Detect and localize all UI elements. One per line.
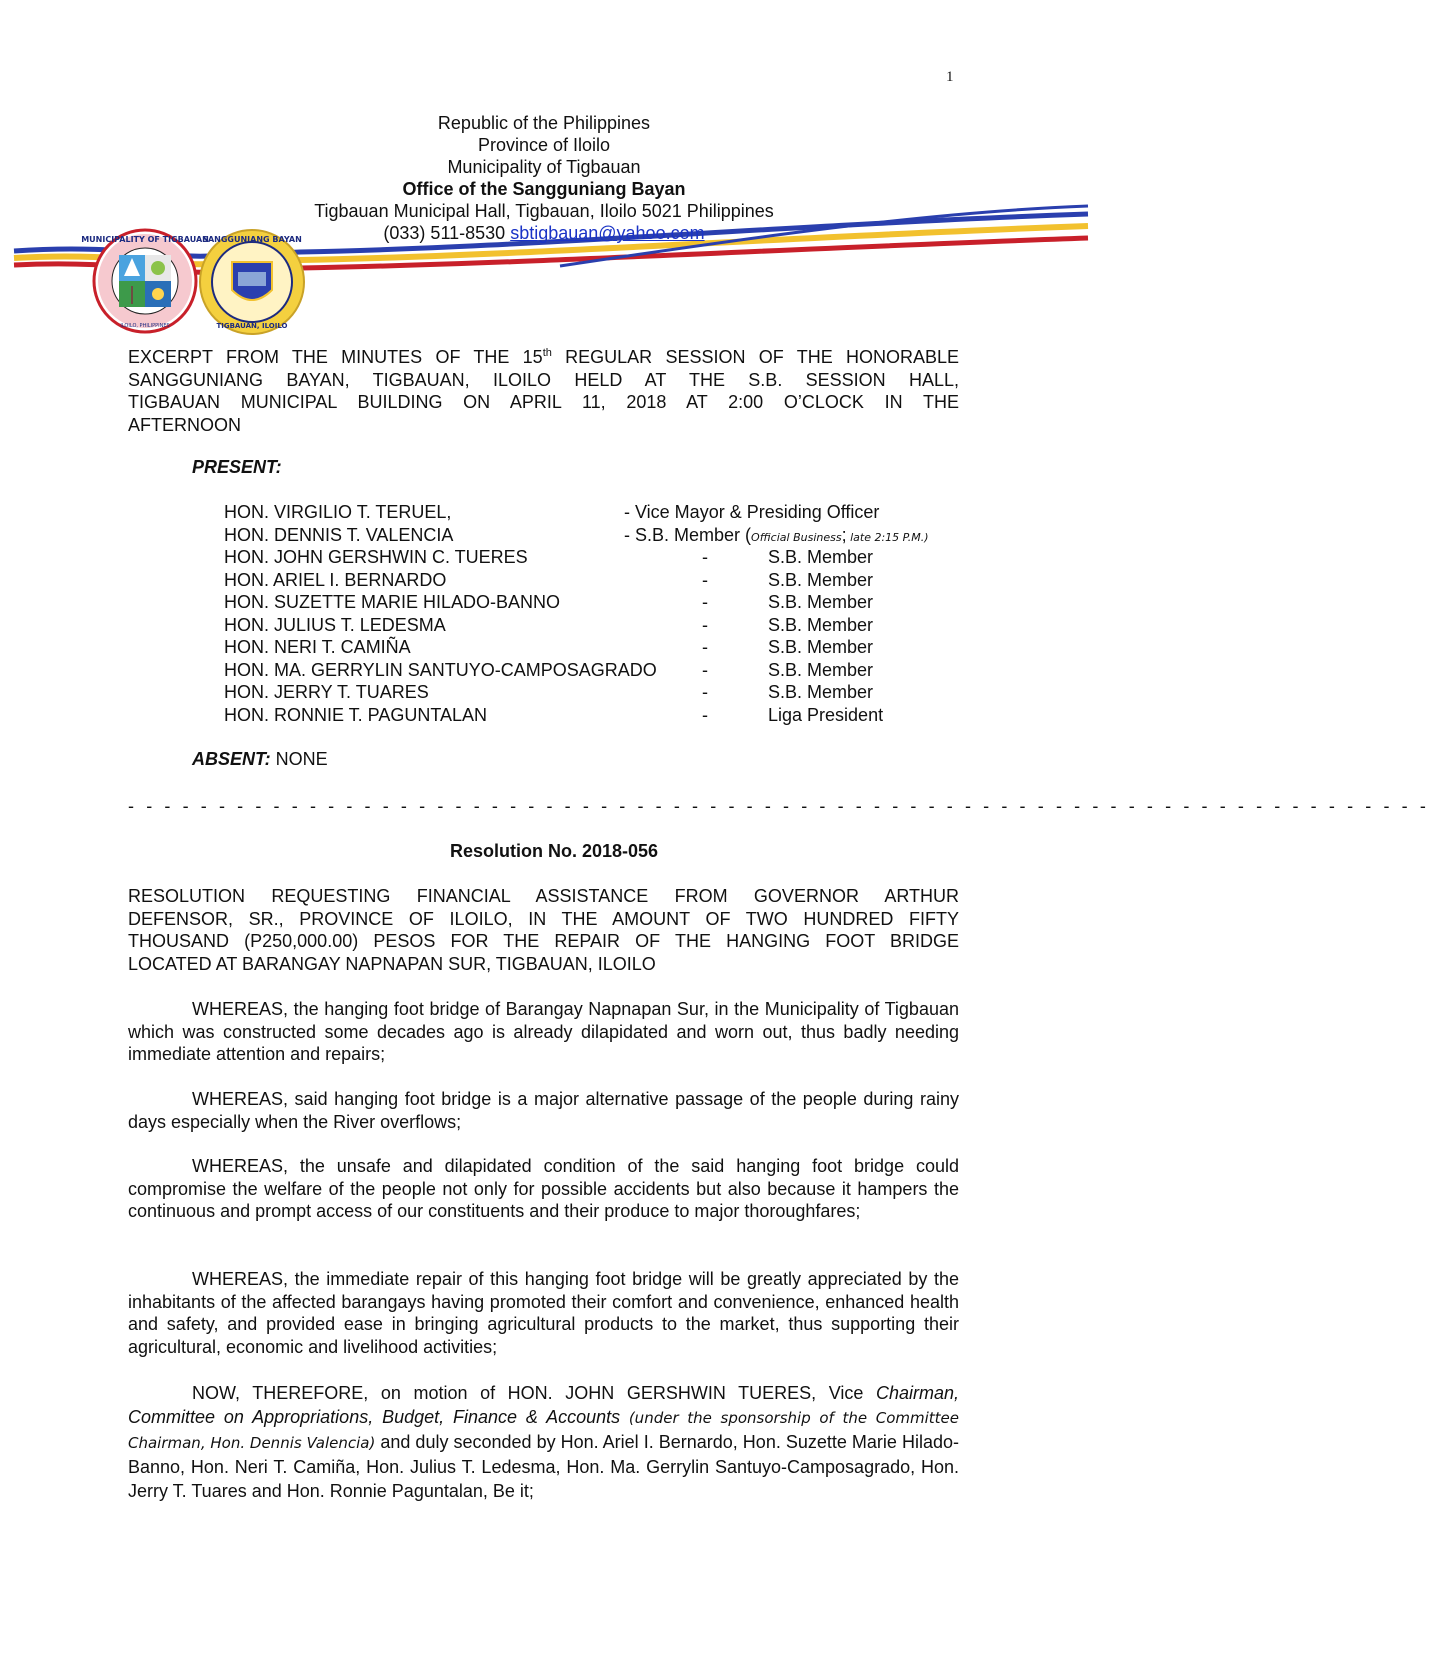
attendee-dash: -	[702, 614, 708, 635]
letterhead-phone: (033) 511-8530	[383, 223, 506, 243]
separator-line: - - - - - - - - - - - - - - - - - - - - - - - - - - - - - - - - - - - - - - - - - - - - - - - - - - - - - - - - - - - - - - - - - - - - - - - -	[128, 796, 1429, 816]
attendee-row	[224, 591, 984, 614]
attendee-row	[224, 614, 984, 637]
attendee-dash: -	[702, 569, 708, 590]
attendee-note-late: late 2:15 P.M.)	[846, 530, 929, 544]
attendee-row	[224, 704, 984, 727]
present-label: PRESENT:	[192, 457, 282, 477]
attendee-name: HON. VIRGILIO T. TERUEL,	[224, 502, 452, 522]
attendee-row	[224, 681, 984, 704]
attendee-row	[224, 501, 984, 524]
resolution-number: Resolution No. 2018-056	[449, 841, 659, 861]
attendee-dash: -	[702, 547, 708, 567]
attendee-name: HON. MA. GERRYLIN SANTUYO-CAMPOSAGRADO	[224, 659, 657, 680]
attendee-role: S.B. Member	[768, 682, 874, 702]
attendee-role: S.B. Member	[768, 637, 874, 657]
attendee-note: Official Business	[751, 530, 842, 544]
letterhead-email-link[interactable]: sbtigbauan@yahoo.com	[510, 223, 705, 243]
sponsorship-note: (under the sponsorship of the Committee Chairman, Hon. Dennis Valencia)	[128, 1409, 959, 1452]
attendee-name: HON. RONNIE T. PAGUNTALAN	[224, 704, 488, 725]
excerpt-heading	[128, 342, 959, 436]
resolution-title	[128, 885, 959, 975]
excerpt-line-4: AFTERNOON	[128, 414, 242, 435]
letterhead-office: Office of the Sangguniang Bayan	[402, 179, 686, 199]
excerpt-line-3: TIGBAUAN MUNICIPAL BUILDING ON APRIL 11, 2018 AT 2:00 O’CLOCK IN THE	[128, 392, 959, 412]
left-seal-ring-text: MUNICIPALITY OF TIGBAUAN	[81, 235, 209, 244]
attendee-dash: -	[702, 592, 708, 612]
attendee-dash: -	[702, 704, 708, 725]
attendee-row	[224, 524, 984, 547]
attendee-row	[224, 636, 984, 659]
attendee-role: S.B. Member	[768, 547, 874, 567]
absent-value: NONE	[270, 749, 328, 769]
page-number: 1	[946, 69, 954, 85]
attendee-name: HON. JOHN GERSHWIN C. TUERES	[224, 547, 528, 567]
attendee-dash: -	[702, 659, 708, 680]
attendee-role: S.B. Member	[768, 569, 874, 590]
attendee-role: - S.B. Member (Official Business; late 2:15 P.M.)	[624, 524, 929, 545]
attendee-row	[224, 546, 984, 569]
attendee-name: HON. JULIUS T. LEDESMA	[224, 614, 446, 635]
resolution-title-line-2: DEFENSOR, SR., PROVINCE OF ILOILO, IN THE AMOUNT OF TWO HUNDRED FIFTY	[128, 908, 959, 929]
letterhead-contact	[0, 222, 1088, 245]
whereas-paragraph-2: WHEREAS, said hanging foot bridge is a major alternative passage of the people during rainy days especially when the River overflows;	[128, 1089, 959, 1132]
attendee-role: - Vice Mayor & Presiding Officer	[624, 502, 880, 522]
attendee-role: S.B. Member	[768, 614, 874, 635]
attendee-role: S.B. Member	[768, 592, 874, 612]
attendance-list	[224, 501, 984, 726]
committee-name: Chairman, Committee on Appropriations, Budget, Finance & Accounts	[128, 1383, 959, 1427]
attendee-dash: -	[702, 637, 708, 657]
attendee-name: HON. DENNIS T. VALENCIA	[224, 524, 454, 545]
right-seal-ring-text: SANGGUNIANG BAYAN	[202, 235, 302, 244]
excerpt-line-1: EXCERPT FROM THE MINUTES OF THE 15th REGULAR SESSION OF THE HONORABLE	[128, 347, 960, 367]
resolution-title-line-4: LOCATED AT BARANGAY NAPNAPAN SUR, TIGBAUAN, ILOILO	[128, 953, 656, 974]
attendee-row	[224, 569, 984, 592]
letterhead-province: Province of Iloilo	[477, 135, 611, 155]
attendee-name: HON. ARIEL I. BERNARDO	[224, 569, 447, 590]
absent-line	[192, 748, 328, 771]
letterhead-address: Tigbauan Municipal Hall, Tigbauan, Iloilo 5021 Philippines	[314, 201, 774, 221]
whereas-paragraph-3: WHEREAS, the unsafe and dilapidated condition of the said hanging foot bridge could compromise the welfare of the people not only for possible accidents but also because it hampers the continuous and prompt access of our constituents and their produce to major thoroughfares;	[128, 1156, 959, 1221]
whereas-paragraph-1: WHEREAS, the hanging foot bridge of Barangay Napnapan Sur, in the Municipality of Tigbauan which was constructed some decades ago is already dilapidated and worn out, thus badly needing immediate attention and repairs;	[128, 999, 959, 1064]
attendee-name: HON. SUZETTE MARIE HILADO-BANNO	[224, 592, 561, 612]
letterhead-municipality: Municipality of Tigbauan	[447, 157, 641, 177]
absent-label: ABSENT:	[192, 749, 271, 769]
attendee-row	[224, 659, 984, 682]
attendee-name: HON. JERRY T. TUARES	[224, 682, 429, 702]
letterhead-republic: Republic of the Philippines	[437, 113, 651, 133]
whereas-paragraph-4: WHEREAS, the immediate repair of this hanging foot bridge will be greatly appreciated by the inhabitants of the affected barangays having promoted their comfort and convenience, enhanced health and safety, and provided ease in bringing agricultural products to the market, thus supporting their agricultural, economic and livelihood activities;	[128, 1269, 959, 1357]
right-seal-ring-bottom: TIGBAUAN, ILOILO	[216, 322, 288, 330]
attendee-role: S.B. Member	[768, 659, 874, 680]
now-therefore-paragraph: NOW, THEREFORE, on motion of HON. JOHN GERSHWIN TUERES, Vice Chairman, Committee on Appropriations, Budget, Finance & Accounts (under the sponsorship of the Committee Chairman, Hon. Dennis Valencia) and duly seconded by Hon. Ariel I. Bernardo, Hon. Suzette Marie Hilado-Banno, Hon. Neri T. Camiña, Hon. Julius T. Ledesma, Hon. Ma. Gerrylin Santuyo-Camposagrado, Hon. Jerry T. Tuares and Hon. Ronnie Paguntalan, Be it;	[128, 1383, 959, 1501]
attendee-name: HON. NERI T. CAMIÑA	[224, 637, 411, 657]
resolution-title-line-3: THOUSAND (P250,000.00) PESOS FOR THE REPAIR OF THE HANGING FOOT BRIDGE	[128, 931, 959, 951]
excerpt-line-2: SANGGUNIANG BAYAN, TIGBAUAN, ILOILO HELD AT THE S.B. SESSION HALL,	[128, 369, 959, 390]
attendee-role: Liga President	[768, 704, 884, 725]
attendee-dash: -	[702, 682, 708, 702]
resolution-title-line-1: RESOLUTION REQUESTING FINANCIAL ASSISTANCE FROM GOVERNOR ARTHUR	[128, 886, 959, 906]
left-seal-ring-bottom: ILOILO, PHILIPPINES	[120, 323, 170, 329]
